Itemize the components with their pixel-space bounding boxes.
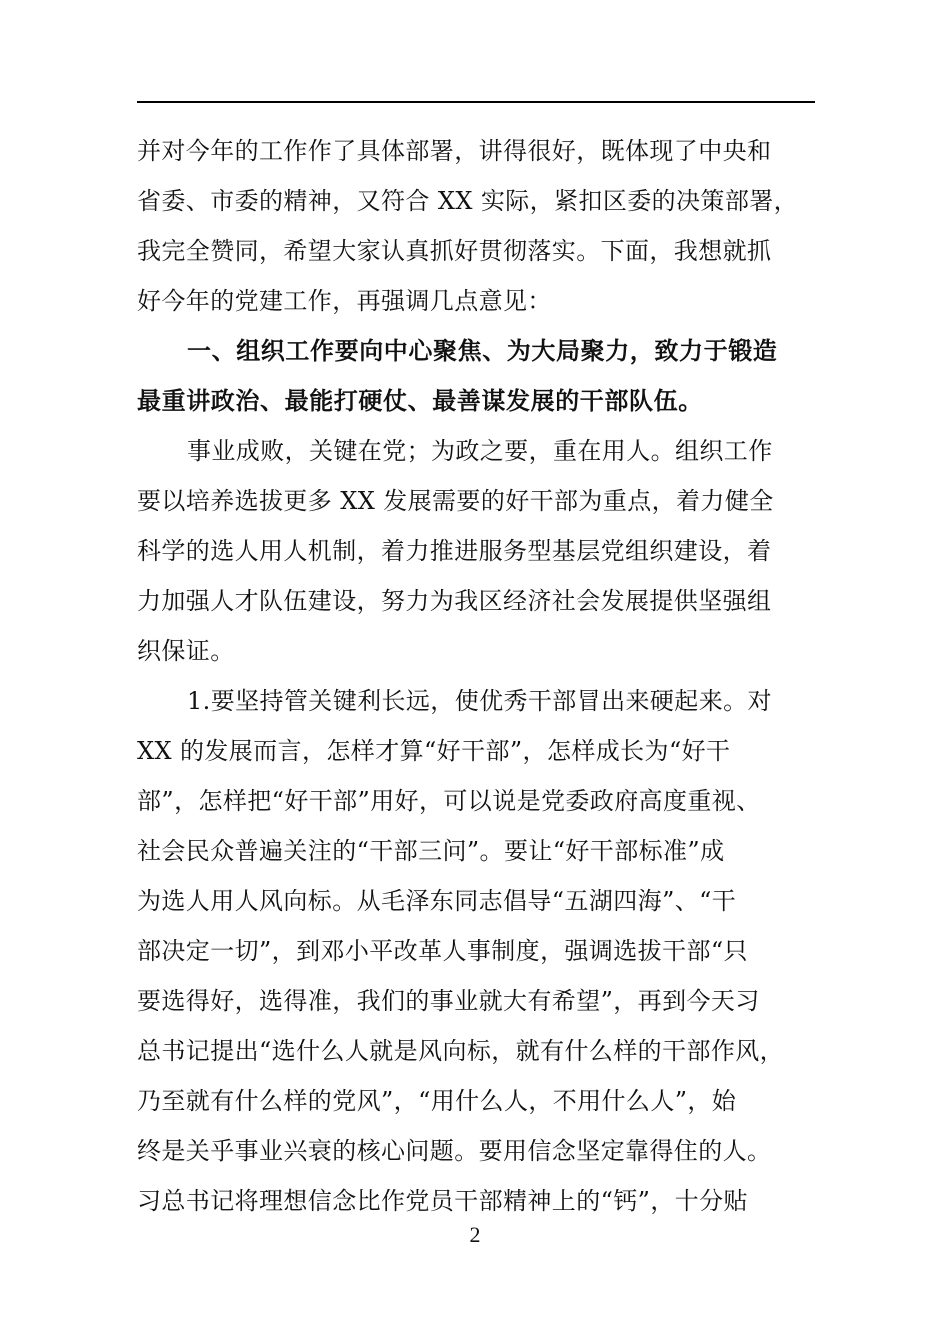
- text-line: 终是关乎事业兴衰的核心问题。要用信念坚定靠得住的人。: [137, 1137, 772, 1165]
- text-line: 乃至就有什么样的党风”，“用什么人，不用什么人”，始: [137, 1087, 737, 1115]
- section-heading-line: 最重讲政治、最能打硬仗、最善谋发展的干部队伍。: [137, 387, 703, 415]
- text-line: 社会民众普遍关注的“干部三问”。要让“好干部标准”成: [137, 837, 725, 865]
- text-line: 省委、市委的精神，又符合 XX 实际，紧扣区委的决策部署，: [137, 187, 799, 215]
- text-line: 并对今年的工作作了具体部署，讲得很好，既体现了中央和: [137, 137, 772, 165]
- text-line: 要以培养选拔更多 XX 发展需要的好干部为重点，着力健全: [137, 487, 774, 515]
- header-rule: [137, 101, 815, 103]
- text-line: 科学的选人用人机制，着力推进服务型基层党组织建设，着: [137, 537, 772, 565]
- text-line: 织保证。: [137, 637, 235, 665]
- text-line: 总书记提出“选什么人就是风向标，就有什么样的干部作风，: [137, 1037, 785, 1065]
- text-line: 部”，怎样把“好干部”用好，可以说是党委政府高度重视、: [137, 787, 761, 815]
- document-body: [137, 126, 827, 1226]
- text-line: 部决定一切”，到邓小平改革人事制度，强调选拔干部“只: [137, 937, 748, 965]
- section-heading-line: 一、组织工作要向中心聚焦、为大局聚力，致力于锻造: [187, 337, 778, 365]
- text-line: 我完全赞同，希望大家认真抓好贯彻落实。下面，我想就抓: [137, 237, 772, 265]
- text-line: 习总书记将理想信念比作党员干部精神上的“钙”，十分贴: [137, 1187, 748, 1215]
- text-line: 事业成败，关键在党；为政之要，重在用人。组织工作: [187, 437, 773, 465]
- text-line: XX 的发展而言，怎样才算“好干部”，怎样成长为“好干: [137, 737, 731, 765]
- text-line: 为选人用人风向标。从毛泽东同志倡导“五湖四海”、“干: [137, 887, 737, 915]
- page-number: 2: [469, 1222, 481, 1247]
- text-line: 要选得好，选得准，我们的事业就大有希望”，再到今天习: [137, 987, 760, 1015]
- text-line: 好今年的党建工作，再强调几点意见：: [137, 287, 552, 315]
- subheading-line: 1.要坚持管关键利长远，使优秀干部冒出来硬起来。对: [187, 687, 772, 715]
- text-line: 力加强人才队伍建设，努力为我区经济社会发展提供坚强组: [137, 587, 772, 615]
